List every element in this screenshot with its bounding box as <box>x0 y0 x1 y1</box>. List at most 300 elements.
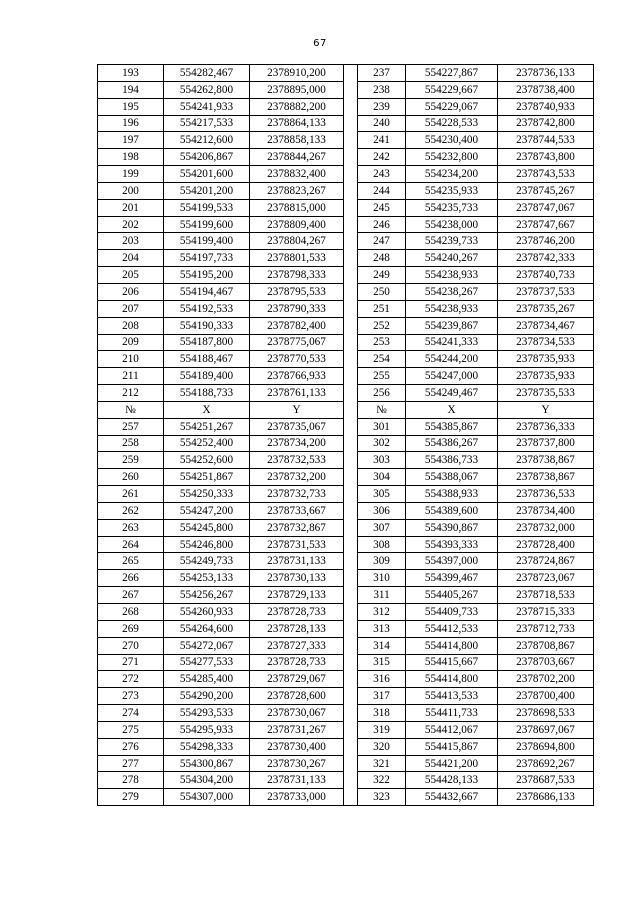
column-gap <box>344 620 358 637</box>
cell-left-x: 554199,400 <box>164 233 250 250</box>
table-row <box>98 81 594 98</box>
header-cell-right-x: X <box>406 401 498 418</box>
column-gap <box>344 334 358 351</box>
table-row <box>98 132 594 149</box>
cell-left-x: 554300,867 <box>164 755 250 772</box>
column-gap <box>344 317 358 334</box>
cell-left-y: 2378732,733 <box>250 486 344 503</box>
cell-right-number: 252 <box>358 317 406 334</box>
cell-left-x: 554260,933 <box>164 604 250 621</box>
cell-left-number: 211 <box>98 368 164 385</box>
cell-left-number: 268 <box>98 604 164 621</box>
cell-right-number: 244 <box>358 182 406 199</box>
cell-left-number: 275 <box>98 721 164 738</box>
cell-right-number: 304 <box>358 469 406 486</box>
column-gap <box>344 604 358 621</box>
cell-left-x: 554251,267 <box>164 418 250 435</box>
cell-right-x: 554239,867 <box>406 317 498 334</box>
cell-right-x: 554397,000 <box>406 553 498 570</box>
table-row <box>98 688 594 705</box>
cell-left-number: 195 <box>98 98 164 115</box>
cell-left-y: 2378733,000 <box>250 789 344 806</box>
cell-left-number: 274 <box>98 705 164 722</box>
cell-left-number: 264 <box>98 536 164 553</box>
header-cell-left-x: X <box>164 401 250 418</box>
cell-left-x: 554201,600 <box>164 166 250 183</box>
table-row <box>98 705 594 722</box>
cell-left-y: 2378770,533 <box>250 351 344 368</box>
cell-left-number: 265 <box>98 553 164 570</box>
table-row <box>98 317 594 334</box>
cell-right-x: 554421,200 <box>406 755 498 772</box>
cell-left-x: 554194,467 <box>164 283 250 300</box>
cell-right-x: 554235,733 <box>406 199 498 216</box>
table-row <box>98 587 594 604</box>
cell-right-x: 554228,533 <box>406 115 498 132</box>
header-cell-right-y: Y <box>498 401 594 418</box>
cell-left-x: 554249,733 <box>164 553 250 570</box>
cell-left-y: 2378895,000 <box>250 81 344 98</box>
cell-right-x: 554411,733 <box>406 705 498 722</box>
cell-right-x: 554238,933 <box>406 300 498 317</box>
column-gap <box>344 132 358 149</box>
cell-left-x: 554217,533 <box>164 115 250 132</box>
cell-right-x: 554229,067 <box>406 98 498 115</box>
table-row <box>98 738 594 755</box>
table-row <box>98 671 594 688</box>
cell-right-y: 2378738,867 <box>498 452 594 469</box>
cell-right-number: 240 <box>358 115 406 132</box>
cell-left-y: 2378731,533 <box>250 536 344 553</box>
cell-right-number: 320 <box>358 738 406 755</box>
table-row <box>98 755 594 772</box>
cell-left-x: 554298,333 <box>164 738 250 755</box>
cell-right-x: 554415,867 <box>406 738 498 755</box>
column-gap <box>344 216 358 233</box>
cell-right-x: 554390,867 <box>406 519 498 536</box>
cell-left-x: 554188,733 <box>164 385 250 402</box>
column-gap <box>344 519 358 536</box>
column-gap <box>344 536 358 553</box>
cell-left-y: 2378727,333 <box>250 637 344 654</box>
cell-left-number: 272 <box>98 671 164 688</box>
cell-left-y: 2378735,067 <box>250 418 344 435</box>
cell-left-number: 210 <box>98 351 164 368</box>
cell-right-y: 2378734,533 <box>498 334 594 351</box>
cell-right-y: 2378703,667 <box>498 654 594 671</box>
cell-left-number: 200 <box>98 182 164 199</box>
cell-right-x: 554238,933 <box>406 267 498 284</box>
cell-right-x: 554386,733 <box>406 452 498 469</box>
cell-right-number: 249 <box>358 267 406 284</box>
cell-left-number: 197 <box>98 132 164 149</box>
cell-left-y: 2378732,867 <box>250 519 344 536</box>
cell-left-y: 2378782,400 <box>250 317 344 334</box>
cell-left-y: 2378733,667 <box>250 502 344 519</box>
column-gap <box>344 351 358 368</box>
cell-left-x: 554256,267 <box>164 587 250 604</box>
cell-left-number: 207 <box>98 300 164 317</box>
header-cell-left-y: Y <box>250 401 344 418</box>
cell-left-x: 554201,200 <box>164 182 250 199</box>
column-gap <box>344 637 358 654</box>
cell-right-number: 254 <box>358 351 406 368</box>
cell-left-y: 2378832,400 <box>250 166 344 183</box>
cell-left-y: 2378731,267 <box>250 721 344 738</box>
cell-left-y: 2378882,200 <box>250 98 344 115</box>
cell-right-number: 255 <box>358 368 406 385</box>
cell-right-x: 554428,133 <box>406 772 498 789</box>
cell-right-y: 2378736,533 <box>498 486 594 503</box>
cell-right-y: 2378737,533 <box>498 283 594 300</box>
cell-right-y: 2378735,933 <box>498 368 594 385</box>
cell-left-x: 554195,200 <box>164 267 250 284</box>
cell-left-y: 2378864,133 <box>250 115 344 132</box>
cell-left-number: 209 <box>98 334 164 351</box>
column-gap <box>344 233 358 250</box>
table-row <box>98 435 594 452</box>
table-row <box>98 182 594 199</box>
column-gap <box>344 149 358 166</box>
column-gap <box>344 755 358 772</box>
table-row <box>98 216 594 233</box>
cell-right-y: 2378735,933 <box>498 351 594 368</box>
table-row <box>98 536 594 553</box>
cell-right-x: 554232,800 <box>406 149 498 166</box>
cell-right-x: 554244,200 <box>406 351 498 368</box>
cell-left-y: 2378734,200 <box>250 435 344 452</box>
column-gap <box>344 418 358 435</box>
cell-right-number: 303 <box>358 452 406 469</box>
cell-left-x: 554199,533 <box>164 199 250 216</box>
cell-left-x: 554245,800 <box>164 519 250 536</box>
cell-left-y: 2378815,000 <box>250 199 344 216</box>
column-gap <box>344 469 358 486</box>
cell-right-y: 2378687,533 <box>498 772 594 789</box>
cell-left-x: 554307,000 <box>164 789 250 806</box>
column-gap <box>344 368 358 385</box>
cell-left-y: 2378795,533 <box>250 283 344 300</box>
cell-right-y: 2378738,400 <box>498 81 594 98</box>
table-row <box>98 149 594 166</box>
cell-left-x: 554212,600 <box>164 132 250 149</box>
cell-left-y: 2378775,067 <box>250 334 344 351</box>
table-row <box>98 604 594 621</box>
cell-right-number: 250 <box>358 283 406 300</box>
cell-right-number: 321 <box>358 755 406 772</box>
cell-right-y: 2378747,667 <box>498 216 594 233</box>
cell-left-x: 554304,200 <box>164 772 250 789</box>
header-cell-right-number: № <box>358 401 406 418</box>
cell-left-x: 554250,333 <box>164 486 250 503</box>
column-gap <box>344 452 358 469</box>
cell-right-y: 2378700,400 <box>498 688 594 705</box>
cell-right-y: 2378698,533 <box>498 705 594 722</box>
cell-left-x: 554290,200 <box>164 688 250 705</box>
table-row <box>98 199 594 216</box>
cell-right-number: 310 <box>358 570 406 587</box>
cell-right-x: 554405,267 <box>406 587 498 604</box>
cell-right-x: 554239,733 <box>406 233 498 250</box>
table-row <box>98 65 594 82</box>
cell-right-y: 2378745,267 <box>498 182 594 199</box>
cell-left-number: 201 <box>98 199 164 216</box>
cell-right-x: 554227,867 <box>406 65 498 82</box>
table-row <box>98 637 594 654</box>
cell-left-x: 554189,400 <box>164 368 250 385</box>
column-gap <box>344 688 358 705</box>
cell-right-x: 554386,267 <box>406 435 498 452</box>
cell-right-x: 554240,267 <box>406 250 498 267</box>
cell-right-y: 2378715,333 <box>498 604 594 621</box>
cell-left-y: 2378731,133 <box>250 553 344 570</box>
column-gap <box>344 81 358 98</box>
cell-left-number: 278 <box>98 772 164 789</box>
cell-right-x: 554238,267 <box>406 283 498 300</box>
cell-right-y: 2378734,400 <box>498 502 594 519</box>
table-row <box>98 772 594 789</box>
cell-right-y: 2378743,533 <box>498 166 594 183</box>
cell-left-x: 554247,200 <box>164 502 250 519</box>
cell-left-number: 267 <box>98 587 164 604</box>
cell-left-number: 206 <box>98 283 164 300</box>
cell-left-y: 2378730,400 <box>250 738 344 755</box>
cell-right-y: 2378732,000 <box>498 519 594 536</box>
cell-right-number: 301 <box>358 418 406 435</box>
table-row <box>98 385 594 402</box>
cell-right-x: 554238,000 <box>406 216 498 233</box>
cell-right-y: 2378735,533 <box>498 385 594 402</box>
cell-left-number: 258 <box>98 435 164 452</box>
table-row <box>98 283 594 300</box>
cell-left-y: 2378729,067 <box>250 671 344 688</box>
column-gap <box>344 182 358 199</box>
coordinates-table <box>97 64 594 806</box>
cell-left-x: 554252,400 <box>164 435 250 452</box>
cell-left-y: 2378804,267 <box>250 233 344 250</box>
column-gap <box>344 553 358 570</box>
cell-right-x: 554412,533 <box>406 620 498 637</box>
table-row <box>98 502 594 519</box>
cell-right-x: 554229,667 <box>406 81 498 98</box>
cell-left-x: 554206,867 <box>164 149 250 166</box>
cell-left-y: 2378728,733 <box>250 604 344 621</box>
cell-left-number: 262 <box>98 502 164 519</box>
table-row <box>98 300 594 317</box>
table-row <box>98 166 594 183</box>
cell-right-y: 2378692,267 <box>498 755 594 772</box>
cell-left-number: 196 <box>98 115 164 132</box>
cell-right-y: 2378702,200 <box>498 671 594 688</box>
cell-left-y: 2378790,333 <box>250 300 344 317</box>
column-gap <box>344 738 358 755</box>
page-number: 67 <box>313 38 327 49</box>
cell-right-x: 554399,467 <box>406 570 498 587</box>
table-row <box>98 519 594 536</box>
cell-right-y: 2378743,800 <box>498 149 594 166</box>
cell-right-number: 242 <box>358 149 406 166</box>
cell-right-x: 554234,200 <box>406 166 498 183</box>
cell-right-number: 306 <box>358 502 406 519</box>
cell-left-y: 2378728,600 <box>250 688 344 705</box>
cell-right-number: 302 <box>358 435 406 452</box>
table-row <box>98 486 594 503</box>
cell-left-number: 263 <box>98 519 164 536</box>
cell-right-y: 2378718,533 <box>498 587 594 604</box>
cell-right-y: 2378737,800 <box>498 435 594 452</box>
cell-right-y: 2378735,267 <box>498 300 594 317</box>
column-gap <box>344 166 358 183</box>
cell-right-y: 2378740,933 <box>498 98 594 115</box>
cell-right-y: 2378736,133 <box>498 65 594 82</box>
table-row <box>98 721 594 738</box>
cell-right-number: 243 <box>358 166 406 183</box>
column-gap <box>344 435 358 452</box>
cell-right-number: 256 <box>358 385 406 402</box>
cell-right-number: 246 <box>358 216 406 233</box>
cell-left-number: 202 <box>98 216 164 233</box>
cell-right-number: 308 <box>358 536 406 553</box>
cell-right-x: 554388,067 <box>406 469 498 486</box>
table-row <box>98 233 594 250</box>
cell-left-number: 194 <box>98 81 164 98</box>
cell-right-x: 554432,667 <box>406 789 498 806</box>
cell-left-x: 554253,133 <box>164 570 250 587</box>
table-row <box>98 250 594 267</box>
cell-left-x: 554293,533 <box>164 705 250 722</box>
cell-right-y: 2378738,867 <box>498 469 594 486</box>
cell-right-number: 315 <box>358 654 406 671</box>
cell-left-y: 2378910,200 <box>250 65 344 82</box>
cell-left-x: 554272,067 <box>164 637 250 654</box>
cell-left-y: 2378729,133 <box>250 587 344 604</box>
cell-right-y: 2378728,400 <box>498 536 594 553</box>
cell-right-x: 554247,000 <box>406 368 498 385</box>
cell-right-x: 554230,400 <box>406 132 498 149</box>
cell-left-number: 270 <box>98 637 164 654</box>
cell-left-y: 2378844,267 <box>250 149 344 166</box>
cell-left-number: 257 <box>98 418 164 435</box>
cell-right-number: 322 <box>358 772 406 789</box>
cell-left-y: 2378801,533 <box>250 250 344 267</box>
cell-left-x: 554295,933 <box>164 721 250 738</box>
cell-left-x: 554190,333 <box>164 317 250 334</box>
cell-left-y: 2378728,733 <box>250 654 344 671</box>
table-row <box>98 334 594 351</box>
cell-left-y: 2378730,133 <box>250 570 344 587</box>
cell-right-y: 2378742,800 <box>498 115 594 132</box>
cell-left-y: 2378731,133 <box>250 772 344 789</box>
cell-right-x: 554389,600 <box>406 502 498 519</box>
cell-right-number: 307 <box>358 519 406 536</box>
cell-left-number: 193 <box>98 65 164 82</box>
cell-right-y: 2378742,333 <box>498 250 594 267</box>
cell-left-x: 554252,600 <box>164 452 250 469</box>
cell-right-y: 2378694,800 <box>498 738 594 755</box>
column-gap <box>344 401 358 418</box>
column-gap <box>344 385 358 402</box>
table-row <box>98 115 594 132</box>
cell-right-number: 319 <box>358 721 406 738</box>
cell-left-x: 554188,467 <box>164 351 250 368</box>
cell-right-y: 2378747,067 <box>498 199 594 216</box>
cell-right-y: 2378734,467 <box>498 317 594 334</box>
cell-left-number: 260 <box>98 469 164 486</box>
cell-left-number: 198 <box>98 149 164 166</box>
cell-right-number: 312 <box>358 604 406 621</box>
column-gap <box>344 115 358 132</box>
cell-left-x: 554251,867 <box>164 469 250 486</box>
cell-right-y: 2378736,333 <box>498 418 594 435</box>
cell-right-x: 554388,933 <box>406 486 498 503</box>
table-row <box>98 654 594 671</box>
cell-left-number: 266 <box>98 570 164 587</box>
column-gap <box>344 772 358 789</box>
cell-right-number: 305 <box>358 486 406 503</box>
cell-right-number: 323 <box>358 789 406 806</box>
cell-right-x: 554412,067 <box>406 721 498 738</box>
cell-right-y: 2378712,733 <box>498 620 594 637</box>
cell-right-number: 245 <box>358 199 406 216</box>
cell-left-x: 554285,400 <box>164 671 250 688</box>
table-row <box>98 267 594 284</box>
column-gap <box>344 671 358 688</box>
cell-left-x: 554262,800 <box>164 81 250 98</box>
cell-right-number: 311 <box>358 587 406 604</box>
cell-right-number: 253 <box>358 334 406 351</box>
cell-right-x: 554409,733 <box>406 604 498 621</box>
cell-right-y: 2378740,733 <box>498 267 594 284</box>
cell-left-x: 554282,467 <box>164 65 250 82</box>
cell-right-x: 554235,933 <box>406 182 498 199</box>
cell-right-x: 554415,667 <box>406 654 498 671</box>
cell-left-number: 269 <box>98 620 164 637</box>
cell-left-y: 2378823,267 <box>250 182 344 199</box>
table-header-row <box>98 401 594 418</box>
cell-left-number: 261 <box>98 486 164 503</box>
table-row <box>98 452 594 469</box>
cell-left-y: 2378728,133 <box>250 620 344 637</box>
cell-right-x: 554414,800 <box>406 671 498 688</box>
cell-right-y: 2378744,533 <box>498 132 594 149</box>
cell-left-number: 273 <box>98 688 164 705</box>
column-gap <box>344 502 358 519</box>
coordinates-table-body <box>98 65 594 806</box>
cell-left-number: 208 <box>98 317 164 334</box>
cell-left-number: 199 <box>98 166 164 183</box>
cell-right-x: 554413,533 <box>406 688 498 705</box>
cell-right-number: 238 <box>358 81 406 98</box>
cell-left-y: 2378730,067 <box>250 705 344 722</box>
cell-right-y: 2378723,067 <box>498 570 594 587</box>
cell-right-number: 317 <box>358 688 406 705</box>
cell-right-number: 237 <box>358 65 406 82</box>
cell-left-y: 2378766,933 <box>250 368 344 385</box>
cell-right-number: 248 <box>358 250 406 267</box>
column-gap <box>344 570 358 587</box>
column-gap <box>344 199 358 216</box>
table-row <box>98 351 594 368</box>
cell-left-number: 203 <box>98 233 164 250</box>
table-row <box>98 553 594 570</box>
cell-right-number: 309 <box>358 553 406 570</box>
cell-left-x: 554197,733 <box>164 250 250 267</box>
table-row <box>98 570 594 587</box>
cell-right-x: 554249,467 <box>406 385 498 402</box>
cell-left-y: 2378809,400 <box>250 216 344 233</box>
cell-right-number: 251 <box>358 300 406 317</box>
table-row <box>98 469 594 486</box>
